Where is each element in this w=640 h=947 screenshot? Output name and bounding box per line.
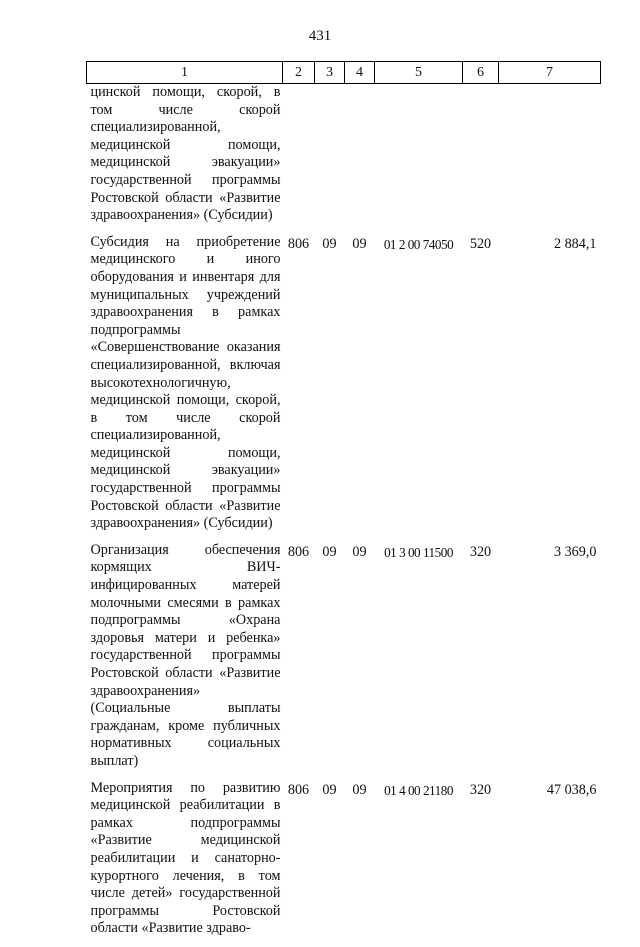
- column-header-6: 6: [463, 62, 499, 84]
- row-pr: 09: [352, 235, 367, 252]
- row-ved: 806: [287, 781, 310, 798]
- table-row: [87, 234, 601, 542]
- column-header-5: 5: [375, 62, 463, 84]
- row-pr: 09: [352, 543, 367, 560]
- row-sum: 3 369,0: [553, 543, 597, 560]
- row-sum: 2 884,1: [553, 235, 597, 252]
- row-vr: 520: [469, 235, 492, 252]
- row-rz: 09: [322, 543, 337, 560]
- column-header-2: 2: [283, 62, 315, 84]
- row-ved: 806: [287, 235, 310, 252]
- row-pr: 09: [352, 781, 367, 798]
- row-vr: 320: [469, 781, 492, 798]
- row-ved: 806: [287, 543, 310, 560]
- column-header-3: 3: [315, 62, 345, 84]
- row-description: Субсидия на приобретение медицинского и иного оборудования и инвентаря для муниципальных учреждений здравоохранения в рамках подпрограммы «Совершенствование оказания специализированной, включая высокотехнологичную, медицинской помощи, скорой, в том числе скорой специализированной, медицинской помощи, медицинской эвакуации» государственной программы Ростовской области «Развитие здравоохранения» (Субсидии): [90, 233, 281, 532]
- column-header-4: 4: [345, 62, 375, 84]
- budget-table: [86, 61, 601, 947]
- table-row: [87, 542, 601, 780]
- header-row: [87, 62, 601, 84]
- column-header-1: 1: [87, 62, 283, 84]
- row-description: Мероприятия по развитию медицинской реабилитации в рамках подпрограммы «Развитие медицинской реабилитации и санаторно-курортного лечения, в том числе детей» государственной программы Ростовской области «Развитие здраво-: [90, 779, 281, 937]
- row-vr: 320: [469, 543, 492, 560]
- row-csr: 01 4 00 21180: [384, 782, 453, 798]
- row-csr: 01 3 00 11500: [384, 544, 453, 560]
- page-number: 431: [308, 28, 332, 44]
- column-header-7: 7: [499, 62, 601, 84]
- row-sum: 47 038,6: [546, 781, 597, 798]
- continued-description: цинской помощи, скорой, в том числе скорой специализированной, медицинской помощи, медицинской эвакуации» государственной программы Ростовской области «Развитие здравоохранения» (Субсидии): [90, 84, 281, 224]
- row-description: Организация обеспечения кормящих ВИЧ-инфицированных матерей молочными смесями в рамках подпрограммы «Охрана здоровья матери и ребенка» государственной программы Ростовской области «Развитие здравоохранения» (Социальные выплаты гражданам, кроме публичных нормативных социальных выплат): [90, 541, 281, 769]
- row-csr: 01 2 00 74050: [383, 236, 454, 252]
- table-row-continued: [87, 84, 601, 234]
- row-rz: 09: [322, 781, 337, 798]
- table-row: [87, 780, 601, 947]
- row-rz: 09: [322, 235, 337, 252]
